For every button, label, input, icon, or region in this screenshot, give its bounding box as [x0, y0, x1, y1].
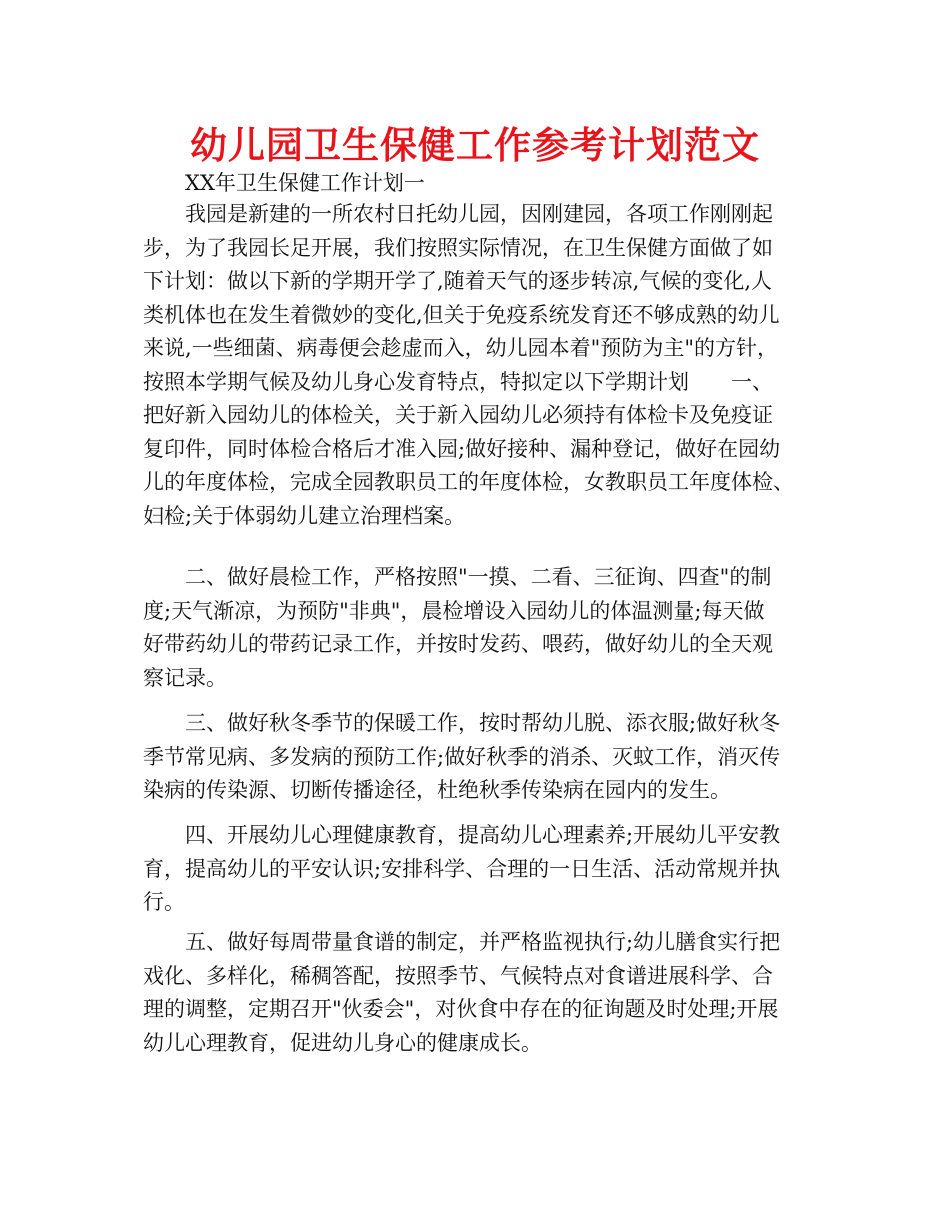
document-title: 幼儿园卫生保健工作参考计划范文 [190, 124, 760, 167]
paragraph-line: 五、做好每周带量食谱的制定，并严格监视执行;幼儿膳食实行把 [185, 930, 781, 954]
paragraph-line: 好带药幼儿的带药记录工作，并按时发药、喂药，做好幼儿的全天观 [143, 632, 773, 656]
paragraph-2 [143, 561, 815, 695]
subheading-text: XX年卫生保健工作计划一 [185, 171, 425, 195]
document-subheading [143, 167, 857, 201]
paragraph-line: 步，为了我园长足开展，我们按照实际情况，在卫生保健方面做了如 [143, 235, 773, 260]
paragraph-line: 育，提高幼儿的平安认识;安排科学、合理的一日生活、活动常规并执 [143, 856, 781, 881]
paragraph-5 [143, 926, 815, 1060]
paragraph-line: 理的调整，定期召开"伙委会"，对伙食中存在的征询题及时处理;开展 [143, 997, 779, 1021]
paragraph-line: 二、做好晨检工作，严格按照"一摸、二看、三征询、四查"的制 [185, 565, 772, 589]
paragraph-3 [143, 707, 815, 808]
paragraph-1 [143, 198, 815, 533]
paragraph-line: 察记录。 [143, 665, 227, 690]
paragraph-line: 戏化、多样化，稀稠答配，按照季节、气候特点对食谱进展科学、合 [143, 963, 773, 988]
paragraph-line: 把好新入园幼儿的体检关，关于新入园幼儿必须持有体检卡及免疫证 [143, 403, 773, 427]
paragraph-line: 妇检;关于体弱幼儿建立治理档案。 [143, 503, 466, 528]
paragraph-line: 复印件，同时体检合格后才准入园;做好接种、漏种登记，做好在园幼 [143, 436, 781, 461]
paragraph-line: 下计划：做以下新的学期开学了,随着天气的逐步转凉,气候的变化,人 [143, 269, 773, 293]
paragraph-line: 幼儿心理教育，促进幼儿身心的健康成长。 [143, 1030, 542, 1055]
paragraph-line: 按照本学期气候及幼儿身心发育特点，特拟定以下学期计划 一、 [143, 369, 773, 394]
paragraph-line: 行。 [143, 890, 185, 914]
paragraph-line: 儿的年度体检，完成全园教职员工的年度体检，女教职员工年度体检、 [143, 470, 794, 494]
paragraph-line: 三、做好秋冬季节的保暖工作，按时帮幼儿脱、添衣服;做好秋冬 [185, 711, 781, 735]
paragraph-line: 来说,一些细菌、病毒便会趁虚而入，幼儿园本着"预防为主"的方针， [143, 336, 778, 360]
paragraph-line: 度;天气渐凉，为预防"非典"，晨检增设入园幼儿的体温测量;每天做 [143, 598, 765, 623]
paragraph-4 [143, 819, 815, 920]
paragraph-line: 类机体也在发生着微妙的变化,但关于免疫系统发育还不够成熟的幼儿 [143, 302, 780, 327]
paragraph-line: 染病的传染源、切断传播途径，杜绝秋季传染病在园内的发生。 [143, 778, 731, 802]
paragraph-line: 季节常见病、多发病的预防工作;做好秋季的消杀、灭蚊工作，消灭传 [143, 744, 781, 769]
paragraph-line: 我园是新建的一所农村日托幼儿园，因刚建园，各项工作刚刚起 [185, 202, 773, 226]
paragraph-line: 四、开展幼儿心理健康教育，提高幼儿心理素养;开展幼儿平安教 [185, 823, 781, 847]
